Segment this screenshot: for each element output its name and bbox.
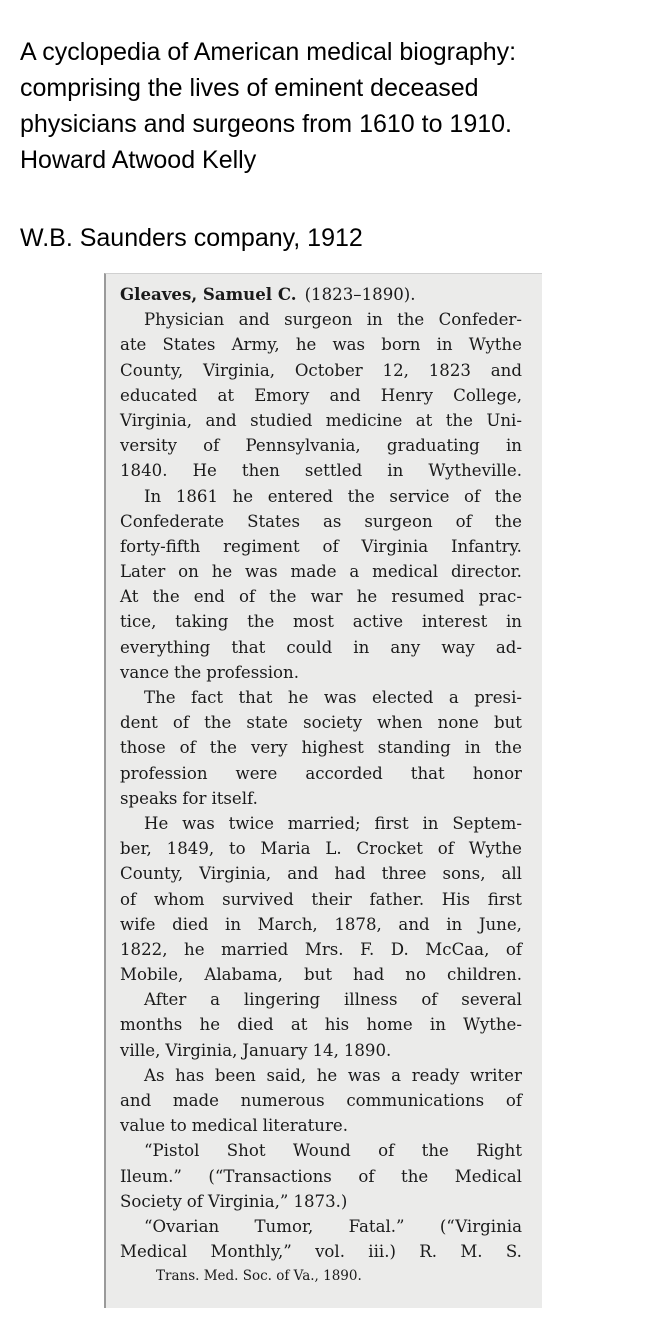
word: was	[182, 813, 215, 833]
word: he	[184, 939, 205, 959]
word: active	[352, 612, 404, 632]
word: service	[389, 486, 450, 506]
word: of	[172, 713, 190, 733]
word: elected	[371, 688, 434, 707]
entry-name: Gleaves, Samuel C.	[120, 284, 297, 304]
word: vol.	[315, 1242, 346, 1262]
word: (“Virginia	[439, 1216, 522, 1236]
word: the	[347, 486, 375, 506]
word: States	[162, 335, 216, 355]
word: of	[455, 511, 472, 531]
word: died	[172, 914, 209, 934]
word: in	[353, 637, 370, 657]
text-line	[120, 383, 522, 408]
word: Mobile,	[120, 965, 184, 985]
word: Mrs.	[304, 939, 344, 959]
entry-body	[120, 307, 522, 1264]
word: interest	[421, 612, 488, 632]
word: at	[290, 1015, 308, 1035]
word: 1840.	[120, 461, 168, 481]
text-line	[120, 887, 522, 912]
word: war	[310, 587, 343, 607]
word: in	[436, 335, 453, 355]
word: Confederate	[120, 511, 225, 531]
word: any	[390, 637, 421, 657]
word: Later	[120, 562, 166, 582]
word: In	[144, 486, 162, 506]
text-line	[120, 1088, 522, 1113]
word: forty-fifth	[120, 536, 201, 556]
text-line	[120, 735, 522, 760]
word: of	[358, 1166, 375, 1186]
text-line	[120, 685, 522, 710]
word: standing	[377, 738, 451, 758]
word: ad-	[495, 637, 522, 657]
word: 1822,	[120, 939, 168, 959]
word: “Pistol	[144, 1141, 200, 1161]
word: very	[250, 738, 288, 758]
word: on	[178, 562, 199, 582]
word: of	[322, 536, 339, 556]
word: (“Transactions	[208, 1166, 332, 1186]
word: end	[193, 587, 225, 607]
word: June,	[478, 914, 522, 934]
word: fact	[191, 688, 224, 707]
word: ville,	[120, 1040, 161, 1060]
word: 14,	[312, 1040, 339, 1060]
word: Monthly,”	[210, 1242, 292, 1262]
text-line	[120, 307, 522, 332]
word: in	[387, 461, 404, 481]
book-title-line-1: A cyclopedia of American medical biography:	[20, 38, 517, 66]
word: of	[186, 1191, 203, 1211]
word: After	[144, 990, 187, 1010]
word: sons,	[442, 864, 486, 884]
word: a	[349, 562, 360, 582]
word: 1890.	[343, 1040, 392, 1060]
word: the	[494, 486, 522, 506]
word: ber,	[120, 839, 152, 859]
word: March,	[257, 914, 318, 934]
word: tice,	[120, 612, 157, 632]
word: M.	[460, 1242, 483, 1262]
word: surgeon	[364, 511, 433, 531]
word: none	[437, 713, 479, 733]
text-line	[120, 1063, 522, 1088]
text-line	[120, 609, 522, 634]
text-line	[120, 332, 522, 357]
word: Confeder-	[438, 310, 522, 330]
word: literature.	[262, 1116, 348, 1136]
word: Medical	[120, 1242, 188, 1262]
word: he	[316, 1065, 338, 1085]
text-line	[120, 1214, 522, 1239]
text-line	[120, 811, 522, 836]
word: the	[209, 738, 237, 758]
text-line	[120, 559, 522, 584]
word: in	[429, 1015, 446, 1035]
word: 12,	[382, 360, 409, 380]
word: Infantry.	[450, 536, 522, 556]
word: in	[505, 436, 522, 456]
word: and	[329, 385, 361, 405]
word: D.	[390, 939, 409, 959]
word: no	[405, 965, 426, 985]
word: Emory	[254, 385, 310, 405]
word: regiment	[223, 536, 300, 556]
text-line	[120, 408, 522, 433]
word: in	[225, 914, 242, 934]
word: wife	[120, 914, 156, 934]
word: the	[152, 587, 180, 607]
word: Pennsylvania,	[245, 436, 361, 456]
word: of	[505, 1091, 522, 1110]
word: Virginia,”	[207, 1191, 289, 1211]
text-line	[120, 484, 522, 509]
word: 1878,	[334, 914, 382, 934]
word: surgeon	[284, 310, 353, 330]
word: were	[235, 763, 278, 783]
book-publisher: W.B. Saunders company, 1912	[20, 224, 363, 252]
word: died	[237, 1015, 274, 1035]
text-line	[120, 1113, 522, 1138]
text-line	[120, 987, 522, 1012]
word: at	[415, 410, 433, 430]
word: everything	[120, 637, 211, 657]
word: October	[294, 360, 363, 380]
word: profession.	[206, 662, 300, 682]
text-line	[120, 509, 522, 534]
word: first	[374, 813, 409, 833]
word: numerous	[240, 1091, 325, 1110]
word: dent	[120, 713, 158, 733]
word: studied	[250, 410, 313, 430]
word: and	[238, 310, 270, 330]
word: he	[356, 587, 378, 607]
word: he	[287, 688, 309, 707]
word: January	[242, 1040, 308, 1060]
biography-entry	[120, 282, 522, 1290]
text-line	[120, 710, 522, 735]
word: Right	[476, 1141, 522, 1161]
word: value	[120, 1116, 166, 1136]
word: County,	[120, 360, 184, 380]
word: said,	[266, 1065, 307, 1085]
word: Virginia,	[202, 360, 276, 380]
word: Maria	[260, 839, 311, 859]
entry-heading	[120, 282, 522, 307]
word: of	[239, 587, 256, 607]
word: At	[120, 587, 139, 607]
word: home	[366, 1015, 413, 1035]
word: father.	[369, 889, 425, 909]
word: communications	[346, 1091, 485, 1110]
text-line	[120, 861, 522, 886]
word: was	[347, 1065, 381, 1085]
text-line	[120, 937, 522, 962]
word: entered	[267, 486, 334, 506]
word: Henry	[380, 385, 434, 405]
word: to	[229, 839, 246, 859]
word: medicine	[325, 410, 403, 430]
word: Shot	[226, 1141, 266, 1161]
word: and	[490, 360, 522, 380]
word: first	[487, 889, 522, 909]
word: of	[464, 486, 481, 506]
word: the	[445, 410, 473, 430]
word: Wythe	[468, 335, 522, 355]
word: taking	[175, 612, 229, 632]
word: state	[246, 713, 288, 733]
text-line	[120, 912, 522, 937]
word: As	[144, 1065, 165, 1085]
word: Wound	[292, 1141, 351, 1161]
word: but	[304, 965, 332, 985]
word: of	[437, 839, 454, 859]
word: Society	[120, 1191, 182, 1211]
word: medical	[191, 1116, 258, 1136]
word: born	[381, 335, 421, 355]
text-line	[120, 1189, 522, 1214]
entry-dates: (1823–1890).	[304, 285, 416, 304]
text-line	[120, 635, 522, 660]
word: and	[120, 1091, 152, 1110]
word: McCaa,	[425, 939, 490, 959]
text-line	[120, 962, 522, 987]
word: vance	[120, 662, 170, 682]
word: Alabama,	[204, 965, 283, 985]
word: that	[238, 688, 273, 707]
book-title-line-2: comprising the lives of eminent deceased	[20, 74, 479, 102]
text-line	[120, 458, 522, 483]
word: His	[441, 889, 471, 909]
text-line	[120, 534, 522, 559]
entry-source: Trans. Med. Soc. of Va., 1890.	[156, 1268, 362, 1285]
word: could	[286, 637, 333, 657]
word: as	[323, 511, 342, 531]
word: County,	[120, 864, 184, 884]
word: accorded	[305, 763, 383, 783]
word: educated	[120, 385, 198, 405]
word: when	[377, 713, 423, 733]
word: was	[245, 562, 278, 582]
word: The	[144, 688, 176, 707]
word: of	[203, 436, 220, 456]
word: in	[464, 738, 481, 758]
word: Uni-	[486, 410, 522, 430]
word: the	[494, 511, 522, 531]
word: a	[210, 990, 221, 1010]
word: had	[334, 864, 366, 884]
word: Fatal.”	[348, 1216, 405, 1236]
word: twice	[228, 813, 274, 833]
word: survived	[222, 889, 294, 909]
word: in	[366, 310, 383, 330]
word: speaks	[120, 788, 178, 808]
text-line	[120, 786, 522, 811]
word: several	[461, 990, 522, 1010]
word: medical	[372, 562, 439, 582]
word: those	[120, 738, 166, 758]
word: of	[378, 1141, 395, 1161]
word: all	[501, 864, 522, 884]
word: Ileum.”	[120, 1166, 182, 1186]
word: ate	[120, 335, 147, 355]
text-line	[120, 1164, 522, 1189]
text-line	[120, 433, 522, 458]
word: children.	[447, 965, 522, 985]
word: the	[269, 587, 297, 607]
word: then	[241, 461, 280, 481]
word: Virginia,	[120, 410, 193, 430]
word: College,	[453, 385, 522, 405]
text-line	[120, 1038, 522, 1063]
word: presi-	[474, 688, 522, 707]
word: F.	[360, 939, 375, 959]
word: but	[493, 713, 522, 733]
word: graduating	[386, 436, 480, 456]
word: Wytheville.	[428, 461, 522, 481]
word: three	[381, 864, 427, 884]
word: Virginia,	[165, 1040, 238, 1060]
word: for	[182, 788, 207, 808]
book-title-line-3: physicians and surgeons from 1610 to 1910.	[20, 110, 512, 138]
word: had	[353, 965, 385, 985]
word: L.	[325, 839, 342, 859]
word: resumed	[391, 587, 465, 607]
word: of	[505, 939, 522, 959]
word: 1849,	[166, 839, 215, 859]
word: a	[391, 1065, 402, 1085]
word: Medical	[454, 1166, 522, 1186]
word: to	[170, 1116, 187, 1136]
word: made	[290, 562, 337, 582]
word: he	[199, 1015, 221, 1035]
word: their	[311, 889, 352, 909]
word: that	[231, 637, 266, 657]
word: his	[324, 1015, 350, 1035]
word: highest	[301, 738, 364, 758]
word: been	[214, 1065, 256, 1085]
text-line	[120, 836, 522, 861]
word: States	[247, 511, 301, 531]
word: Wythe-	[463, 1015, 522, 1035]
text-line	[120, 1012, 522, 1037]
word: the	[401, 1166, 429, 1186]
word: R.	[419, 1242, 438, 1262]
word: versity	[120, 436, 177, 456]
word: 1873.)	[293, 1191, 348, 1211]
word: that	[410, 763, 445, 783]
word: lingering	[243, 990, 321, 1010]
text-line	[120, 761, 522, 786]
word: the	[174, 662, 202, 682]
word: he	[211, 562, 233, 582]
word: the	[397, 310, 425, 330]
word: Virginia,	[199, 864, 272, 884]
word: prac-	[478, 587, 522, 607]
word: S.	[505, 1242, 522, 1262]
word: of	[179, 738, 196, 758]
word: 1823	[428, 360, 471, 380]
word: Army,	[231, 335, 280, 355]
word: Physician	[144, 310, 225, 330]
word: he	[232, 486, 254, 506]
word: and	[287, 864, 319, 884]
word: profession	[120, 763, 208, 783]
word: made	[172, 1091, 219, 1110]
word: iii.)	[368, 1242, 396, 1262]
book-author: Howard Atwood Kelly	[20, 146, 257, 174]
word: has	[175, 1065, 205, 1085]
word: settled	[304, 461, 363, 481]
word: Virginia	[361, 536, 429, 556]
word: Septem-	[452, 813, 522, 833]
word: the	[421, 1141, 449, 1161]
word: a	[448, 688, 459, 707]
word: married;	[287, 813, 361, 833]
word: society	[303, 713, 363, 733]
word: ready	[411, 1065, 460, 1085]
word: and	[398, 914, 430, 934]
word: in	[506, 612, 522, 632]
text-line	[120, 1239, 522, 1264]
word: Crocket	[356, 839, 423, 859]
book-citation	[20, 34, 640, 252]
word: director.	[450, 562, 522, 582]
word: of	[421, 990, 438, 1010]
word: in	[422, 813, 439, 833]
word: the	[204, 713, 232, 733]
scanned-page-excerpt	[104, 273, 542, 1308]
word: was	[323, 688, 357, 707]
word: 1861	[175, 486, 219, 506]
word: and	[205, 410, 237, 430]
word: whom	[153, 889, 205, 909]
text-line	[120, 584, 522, 609]
word: of	[120, 889, 137, 909]
text-line	[120, 1138, 522, 1163]
word: the	[247, 612, 275, 632]
word: Wythe	[468, 839, 522, 859]
word: months	[120, 1015, 183, 1035]
word: honor	[472, 763, 522, 783]
word: married	[221, 939, 289, 959]
word: He	[192, 461, 217, 481]
word: at	[217, 385, 235, 405]
word: in	[446, 914, 463, 934]
word: the	[494, 738, 522, 758]
word: illness	[344, 990, 398, 1010]
word: most	[293, 612, 334, 632]
word: He	[144, 813, 169, 833]
word: Tumor,	[254, 1216, 314, 1236]
word: “Ovarian	[144, 1216, 220, 1236]
word: itself.	[211, 788, 258, 808]
text-line	[120, 660, 522, 685]
word: way	[441, 637, 475, 657]
word: was	[332, 335, 366, 355]
text-line	[120, 358, 522, 383]
word: writer	[470, 1065, 522, 1085]
word: he	[295, 335, 317, 355]
